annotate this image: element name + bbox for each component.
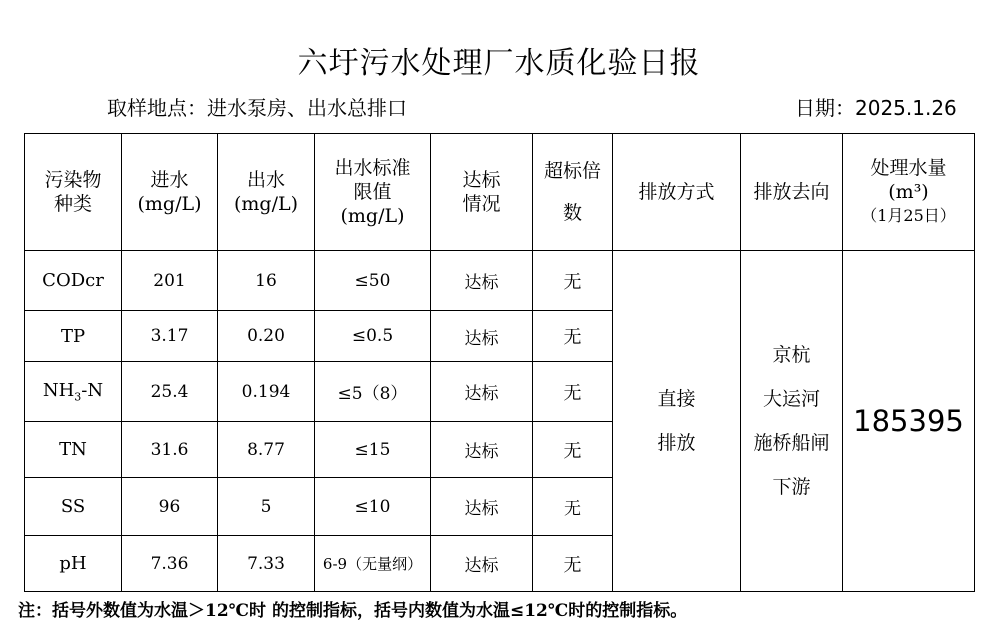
effluent-cell: 0.20	[218, 311, 315, 362]
effluent-cell: 7.33	[218, 536, 315, 592]
header-volume: 处理水量 (m³) （1月25日）	[843, 134, 975, 251]
header-influent: 进水 (mg/L)	[122, 134, 218, 251]
pollutant-cell: $NH_3-N$	[25, 362, 122, 422]
effluent-cell: 16	[218, 251, 315, 311]
discharge-destination-cell: 京杭 大运河 施桥船闸 下游	[741, 251, 843, 592]
header-pollutant: 污染物 种类	[25, 134, 122, 251]
water-quality-table	[24, 133, 975, 592]
compliance-cell: 达标	[431, 478, 533, 536]
influent-cell: 7.36	[122, 536, 218, 592]
influent-cell: 96	[122, 478, 218, 536]
limit-cell: 6-9（无量纲）	[315, 536, 431, 592]
header-compliance: 达标 情况	[431, 134, 533, 251]
compliance-cell: 达标	[431, 422, 533, 478]
influent-cell: 25.4	[122, 362, 218, 422]
effluent-cell: 8.77	[218, 422, 315, 478]
exceed-cell: 无	[533, 536, 613, 592]
exceed-cell: 无	[533, 251, 613, 311]
limit-cell: ≤5（8）	[315, 362, 431, 422]
effluent-cell: 5	[218, 478, 315, 536]
compliance-cell: 达标	[431, 251, 533, 311]
header-discharge-destination: 排放去向	[741, 134, 843, 251]
footnote: 注：括号外数值为水温＞12℃时 的控制指标，括号内数值为水温≤12℃时的控制指标。	[18, 601, 688, 621]
header-exceed: 超标倍 数	[533, 134, 613, 251]
limit-cell: ≤15	[315, 422, 431, 478]
pollutant-cell: CODcr	[25, 251, 122, 311]
exceed-cell: 无	[533, 362, 613, 422]
header-row	[25, 134, 975, 251]
exceed-cell: 无	[533, 478, 613, 536]
pollutant-cell: TN	[25, 422, 122, 478]
pollutant-cell: SS	[25, 478, 122, 536]
report-date: 日期：2025.1.26	[795, 96, 957, 120]
header-discharge-method: 排放方式	[613, 134, 741, 251]
limit-cell: ≤10	[315, 478, 431, 536]
header-limit: 出水标准 限值 (mg/L)	[315, 134, 431, 251]
compliance-cell: 达标	[431, 362, 533, 422]
effluent-cell: 0.194	[218, 362, 315, 422]
treated-volume-cell: 185395	[843, 251, 975, 592]
table-row	[25, 251, 975, 311]
influent-cell: 31.6	[122, 422, 218, 478]
compliance-cell: 达标	[431, 536, 533, 592]
exceed-cell: 无	[533, 422, 613, 478]
exceed-cell: 无	[533, 311, 613, 362]
sampling-site: 取样地点：进水泵房、出水总排口	[107, 96, 407, 120]
pollutant-cell: pH	[25, 536, 122, 592]
influent-cell: 3.17	[122, 311, 218, 362]
compliance-cell: 达标	[431, 311, 533, 362]
limit-cell: ≤0.5	[315, 311, 431, 362]
discharge-method-cell: 直接 排放	[613, 251, 741, 592]
report-title: 六圩污水处理厂水质化验日报	[297, 46, 701, 81]
pollutant-cell: TP	[25, 311, 122, 362]
header-effluent: 出水 (mg/L)	[218, 134, 315, 251]
limit-cell: ≤50	[315, 251, 431, 311]
influent-cell: 201	[122, 251, 218, 311]
